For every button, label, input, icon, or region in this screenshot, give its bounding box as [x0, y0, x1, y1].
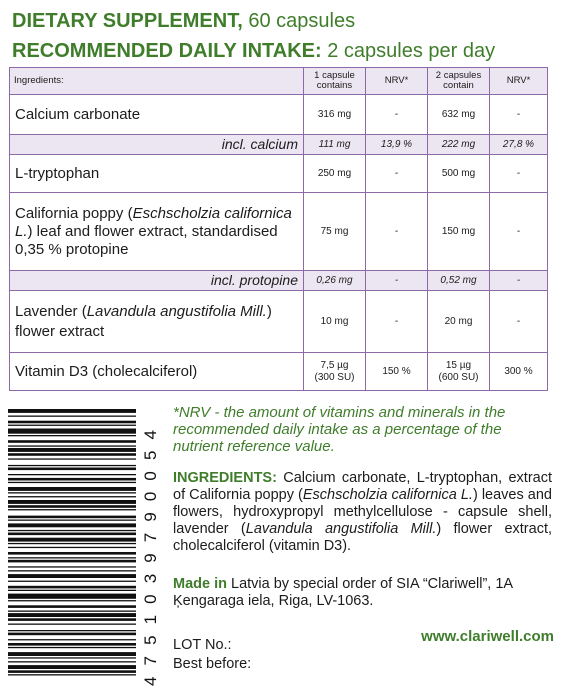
barcode-bar — [8, 570, 136, 571]
barcode-bar — [8, 440, 136, 443]
ingredient-name-part: Lavender ( — [15, 302, 87, 320]
barcode-graphic — [8, 405, 160, 688]
barcode-bar — [8, 416, 136, 417]
nrv-footnote: *NRV - the amount of vitamins and minerals in the recommended daily intake as a percentage of the nutrient reference value. — [173, 404, 506, 455]
barcode-bar — [8, 496, 136, 497]
table-row — [10, 353, 548, 391]
col-header-nrv-1: NRV* — [366, 68, 428, 95]
barcode-bar — [8, 516, 136, 519]
amount-value: 7,5 µg — [320, 359, 349, 371]
barcode-bar — [8, 674, 136, 675]
table-row — [10, 95, 548, 135]
ingredients-paragraph — [173, 470, 552, 555]
barcode-bar — [8, 605, 136, 608]
barcode-bar — [8, 618, 136, 621]
amount-1-capsule: 0,26 mg — [304, 271, 366, 291]
made-in-label: Made in — [173, 576, 227, 592]
table-row — [10, 291, 548, 353]
amount-su: (600 SU) — [438, 371, 479, 383]
barcode-bar — [8, 552, 136, 555]
amount-2-capsules — [428, 353, 490, 391]
barcode-bar — [8, 661, 136, 662]
barcode-bar — [8, 509, 136, 510]
ingredient-name — [10, 193, 304, 271]
barcode-bar — [8, 624, 136, 625]
scientific-name: Eschscholzia californica L. — [15, 204, 292, 240]
ingredients-text: ) leaves and flowers, hydroxypropyl methylcellulose - capsule shell, lavender ( — [173, 487, 552, 537]
barcode-bar — [8, 482, 136, 483]
barcode-bar — [8, 574, 136, 578]
barcode-bar — [8, 566, 136, 567]
product-type-label: DIETARY SUPPLEMENT, — [12, 10, 243, 32]
barcode-bar — [8, 429, 136, 434]
barcode-bar — [8, 633, 136, 636]
ingredient-name: L-tryptophan — [10, 155, 304, 193]
barcode-bar — [8, 425, 136, 426]
amount-2-capsules: 20 mg — [428, 291, 490, 353]
nrv-2-capsules: 300 % — [490, 353, 548, 391]
barcode-bar — [8, 557, 136, 558]
nutrition-table — [9, 67, 548, 391]
amount-su: (300 SU) — [314, 371, 355, 383]
amount-1-capsule: 10 mg — [304, 291, 366, 353]
barcode-bar — [8, 474, 136, 475]
table-subrow — [10, 271, 548, 291]
daily-intake-heading — [12, 40, 495, 63]
barcode-bar — [8, 523, 136, 527]
barcode-bar — [8, 594, 136, 599]
ingredient-name — [10, 291, 304, 353]
manufacturer-address: Latvia by special order of SIA “Clariwell”, 1A Ķengaraga iela, Riga, LV-1063. — [173, 576, 513, 609]
best-before-label: Best before: — [173, 656, 252, 672]
barcode-bar — [8, 530, 136, 531]
barcode-bar — [8, 520, 136, 521]
website-link[interactable]: www.clariwell.com — [421, 628, 554, 645]
product-type-heading — [12, 10, 355, 33]
barcode-bar — [8, 613, 136, 617]
daily-intake-label: RECOMMENDED DAILY INTAKE: — [12, 40, 322, 62]
barcode-bar — [8, 468, 136, 471]
nrv-2-capsules: - — [490, 291, 548, 353]
table-header-row — [10, 68, 548, 95]
barcode-bar — [8, 421, 136, 424]
ingredients-text: ) flower extract, cholecalciferol (vitamin D3). — [173, 521, 553, 554]
table-subrow — [10, 135, 548, 155]
barcode — [8, 405, 160, 688]
scientific-name: Eschscholzia californica L. — [302, 487, 473, 503]
col-header-nrv-2: NRV* — [490, 68, 548, 95]
scientific-name: Lavandula angustifolia Mill. — [245, 521, 437, 537]
amount-2-capsules: 632 mg — [428, 95, 490, 135]
ingredient-subname: incl. protopine — [10, 271, 304, 291]
barcode-bar — [8, 657, 136, 658]
capsule-count: 60 capsules — [242, 10, 356, 32]
barcode-bar — [8, 611, 136, 612]
scientific-name: Lavandula angustifolia Mill. — [86, 302, 267, 320]
barcode-number: 4751039790054 — [141, 430, 160, 686]
barcode-bar — [8, 665, 136, 669]
table-row — [10, 193, 548, 271]
barcode-bar — [8, 500, 136, 504]
barcode-bar — [8, 435, 136, 436]
ingredient-name-part: ) leaf and flower extract, standardised 0,35 % protopine — [15, 222, 278, 258]
barcode-bar — [8, 630, 136, 631]
col-header-2-capsules: 2 capsules contain — [428, 68, 490, 95]
amount-2-capsules: 222 mg — [428, 135, 490, 155]
ingredient-subname: incl. calcium — [10, 135, 304, 155]
lot-number-label: LOT No.: — [173, 637, 232, 653]
nrv-2-capsules: - — [490, 95, 548, 135]
daily-intake-value: 2 capsules per day — [321, 40, 496, 62]
barcode-bar — [8, 465, 136, 466]
barcode-bar — [8, 639, 136, 640]
barcode-bar — [8, 487, 136, 491]
amount-1-capsule — [304, 353, 366, 391]
barcode-bar — [8, 538, 136, 542]
barcode-bar — [8, 478, 136, 481]
nrv-2-capsules: - — [490, 155, 548, 193]
barcode-bar — [8, 600, 136, 601]
amount-2-capsules: 150 mg — [428, 193, 490, 271]
lot-info — [173, 636, 251, 674]
nrv-1-capsule: - — [366, 95, 428, 135]
table-row — [10, 155, 548, 193]
barcode-bar — [8, 643, 136, 646]
ingredients-label: INGREDIENTS: — [173, 470, 277, 486]
col-header-ingredients: Ingredients: — [10, 68, 304, 95]
col-header-1-capsule: 1 capsule contains — [304, 68, 366, 95]
barcode-bar — [8, 670, 136, 673]
barcode-bar — [8, 453, 136, 456]
amount-2-capsules: 0,52 mg — [428, 271, 490, 291]
ingredient-name-part: California poppy ( — [15, 204, 133, 222]
amount-value: 15 µg — [445, 359, 472, 371]
nrv-2-capsules: 27,8 % — [490, 135, 548, 155]
barcode-bar — [8, 590, 136, 591]
nrv-1-capsule: - — [366, 271, 428, 291]
nrv-2-capsules: - — [490, 193, 548, 271]
barcode-bar — [8, 505, 136, 508]
barcode-bar — [8, 448, 136, 452]
barcode-bar — [8, 409, 136, 413]
nrv-1-capsule: - — [366, 155, 428, 193]
nrv-1-capsule: - — [366, 193, 428, 271]
nrv-2-capsules: - — [490, 271, 548, 291]
nrv-1-capsule: - — [366, 291, 428, 353]
amount-2-capsules: 500 mg — [428, 155, 490, 193]
ingredient-name-part: ) flower extract — [15, 302, 272, 340]
barcode-bar — [8, 647, 136, 648]
barcode-bar — [8, 652, 136, 656]
amount-1-capsule: 250 mg — [304, 155, 366, 193]
ingredient-name: Vitamin D3 (cholecalciferol) — [10, 353, 304, 391]
amount-1-capsule: 316 mg — [304, 95, 366, 135]
barcode-bar — [8, 533, 136, 536]
barcode-bar — [8, 445, 136, 446]
barcode-bar — [8, 492, 136, 493]
nrv-1-capsule: 150 % — [366, 353, 428, 391]
nrv-1-capsule: 13,9 % — [366, 135, 428, 155]
barcode-bar — [8, 560, 136, 563]
ingredient-name: Calcium carbonate — [10, 95, 304, 135]
amount-1-capsule: 111 mg — [304, 135, 366, 155]
barcode-bar — [8, 586, 136, 589]
barcode-bar — [8, 543, 136, 544]
manufacturer-info — [173, 576, 552, 610]
barcode-bar — [8, 547, 136, 548]
ingredients-text: Calcium carbonate, L-tryptophan, extract of California poppy ( — [173, 470, 552, 503]
amount-1-capsule: 75 mg — [304, 193, 366, 271]
barcode-bar — [8, 458, 136, 459]
barcode-bar — [8, 581, 136, 582]
